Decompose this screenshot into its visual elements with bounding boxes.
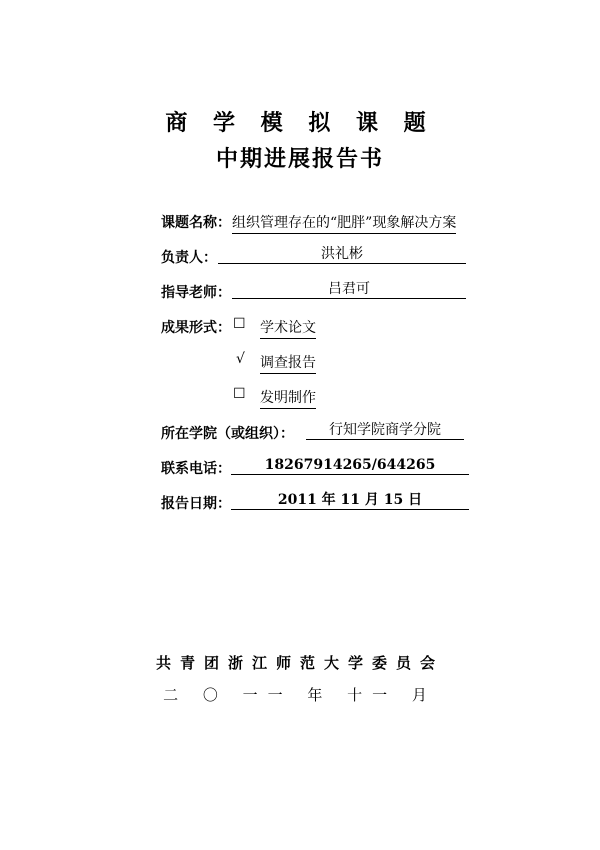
leader-label: 负责人：: [161, 250, 217, 266]
result-option-label: 调查报告: [260, 352, 316, 374]
title-line-1: 商 学 模 拟 课 题: [165, 110, 435, 136]
footer-date: 二 〇 一一 年 十一 月: [163, 686, 437, 704]
check-mark-icon[interactable]: √: [236, 351, 245, 367]
college-label: 所在学院（或组织）：: [161, 426, 294, 442]
date-label: 报告日期：: [161, 496, 231, 512]
result-option-label: 学术论文: [260, 317, 316, 339]
checkbox-icon[interactable]: ☐: [233, 386, 246, 402]
result-option-label: 发明制作: [260, 387, 316, 409]
advisor-label: 指导老师：: [161, 285, 231, 301]
leader-value: 洪礼彬: [218, 245, 466, 264]
title-line-2: 中期进展报告书: [215, 146, 384, 172]
college-value: 行知学院商学分院: [306, 421, 464, 440]
result-label: 成果形式：: [161, 320, 231, 336]
date-value: 2011 年 11 月 15 日: [231, 491, 469, 510]
topic-label: 课题名称：: [161, 215, 231, 231]
checkbox-icon[interactable]: ☐: [233, 316, 246, 332]
phone-label: 联系电话：: [161, 461, 231, 477]
footer-organization: 共青团浙江师范大学委员会: [155, 654, 444, 672]
phone-value: 18267914265/644265: [231, 456, 469, 475]
advisor-value: 吕君可: [232, 280, 466, 299]
topic-value: 组织管理存在的“肥胖”现象解决方案: [232, 212, 456, 234]
